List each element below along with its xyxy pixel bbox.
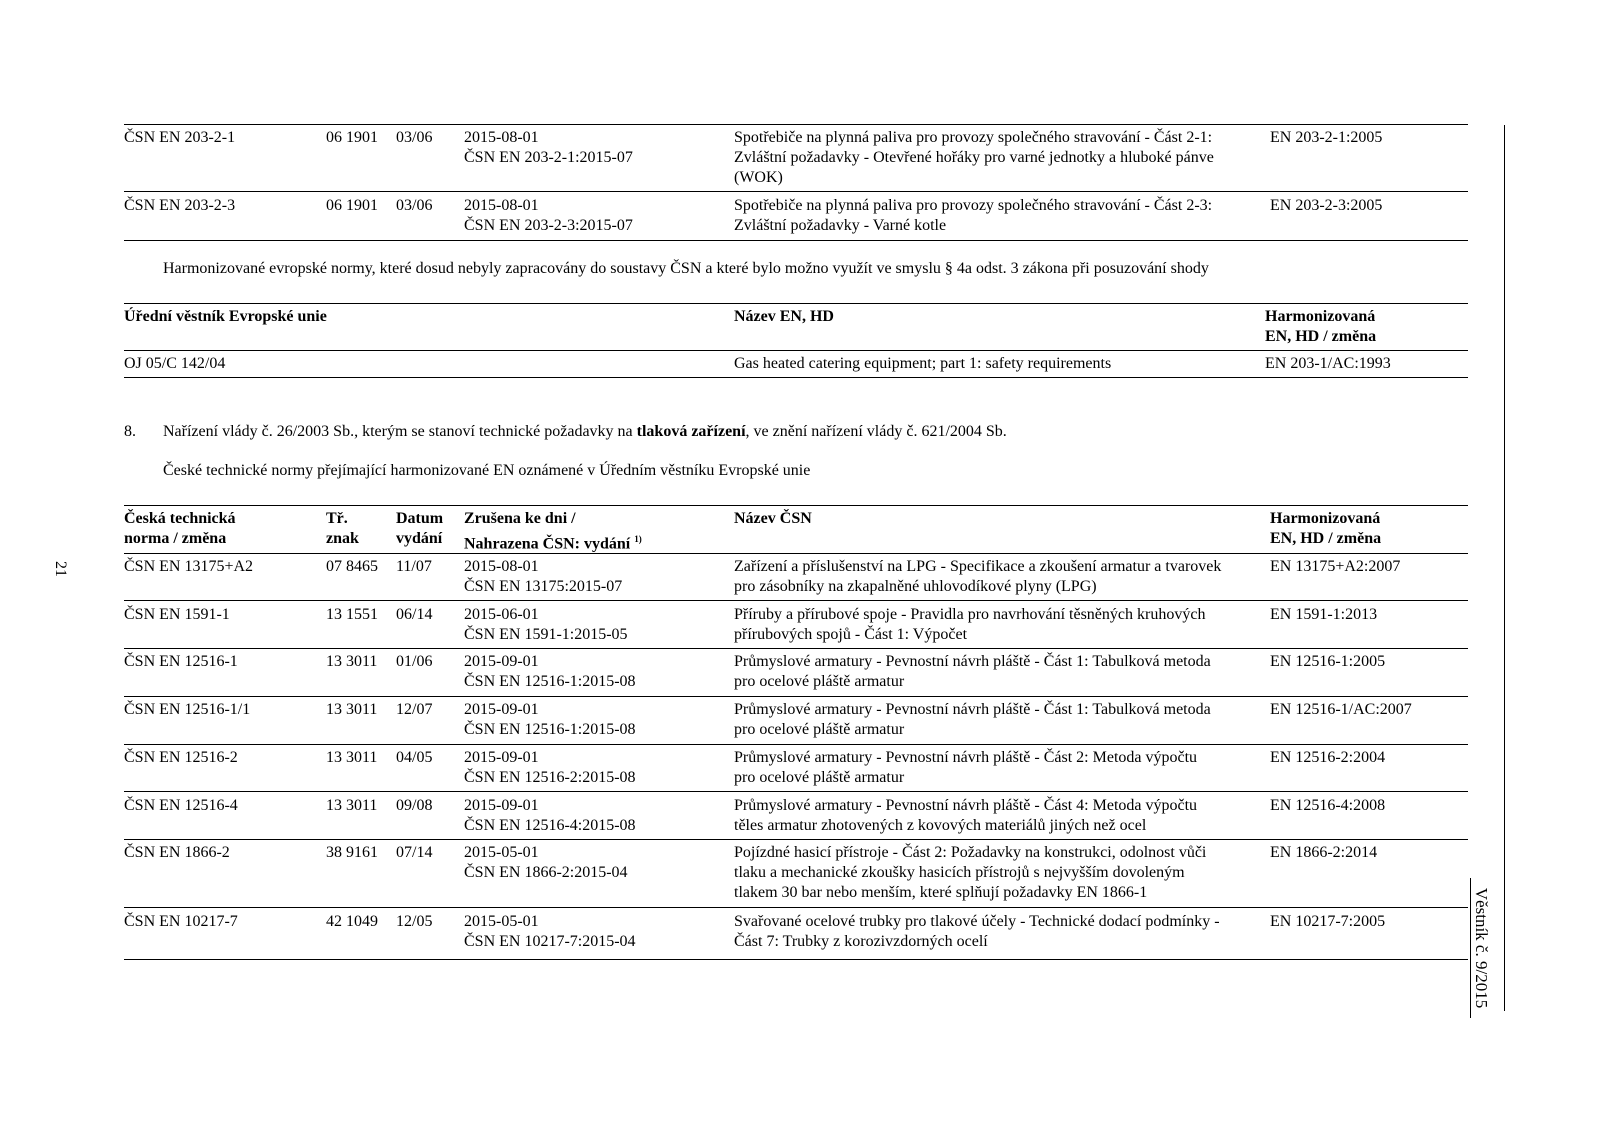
zrusena-date: 2015-08-01 — [464, 197, 539, 214]
zrusena-cell — [464, 605, 628, 645]
nazev-line: Spotřebiče na plynná paliva pro provozy společného stravování - Část 2-1: — [734, 129, 1213, 146]
page-number: 21 — [52, 561, 69, 577]
section-text-bold: tlaková zařízení — [636, 423, 746, 440]
zrusena-line: ČSN EN 12516-1:2015-08 — [464, 673, 636, 690]
nazev-line: Spotřebiče na plynná paliva pro provozy společného stravování - Část 2-3: — [734, 197, 1213, 214]
zrusena-cell — [464, 128, 633, 168]
zrusena-cell — [464, 196, 633, 236]
norma-cell: ČSN EN 13175+A2 — [124, 558, 254, 575]
norma-cell: ČSN EN 12516-1 — [124, 653, 238, 670]
header-harmonizovana — [1265, 307, 1376, 347]
header-harmonizovana — [1270, 509, 1381, 549]
zrusena-line: 2015-06-01 — [464, 606, 539, 623]
harmonizovana-cell: EN 12516-1:2005 — [1270, 653, 1386, 670]
header-nazev: Název ČSN — [734, 510, 812, 527]
harmonizovana-cell: EN 13175+A2:2007 — [1270, 558, 1401, 575]
zrusena-line: ČSN EN 1866-2:2015-04 — [464, 864, 628, 881]
nazev-line: Zvláštní požadavky - Varné kotle — [734, 217, 947, 234]
header-vydani — [396, 509, 443, 549]
norma-cell: ČSN EN 203-2-1 — [124, 129, 236, 146]
rule — [124, 505, 1468, 506]
nazev-line: pro zásobníky na zkapalněné uhlovodíkové plyny (LPG) — [734, 578, 1097, 595]
header-norma — [124, 509, 236, 549]
zrusena-line: 2015-05-01 — [464, 913, 539, 930]
rule — [124, 696, 1468, 697]
rule — [124, 600, 1468, 601]
vydani-cell: 11/07 — [396, 558, 432, 575]
zrusena-line: ČSN EN 12516-1:2015-08 — [464, 721, 636, 738]
nazev-line: pro ocelové pláště armatur — [734, 673, 905, 690]
nazev-line: Průmyslové armatury - Pevnostní návrh pláště - Část 1: Tabulková metoda — [734, 653, 1211, 670]
nazev-line: Zvláštní požadavky - Otevřené hořáky pro varné jednotky a hluboké pánve — [734, 149, 1214, 166]
footnote-marker: 1) — [634, 534, 642, 544]
harmonizovana-cell: EN 12516-2:2004 — [1270, 749, 1386, 766]
nazev-cell — [734, 557, 1221, 597]
zrusena-cell — [464, 796, 636, 836]
section-text: , ve znění nařízení vlády č. 621/2004 Sb. — [745, 423, 1007, 440]
zrusena-date: 2015-08-01 — [464, 129, 539, 146]
header-line: Tř. — [326, 510, 348, 527]
harmonized-intro: Harmonizované evropské normy, které dosud nebyly zapracovány do soustavy ČSN a které bylo možno využít ve smyslu § 4a odst. 3 zákona při posuzování shody — [163, 260, 1209, 277]
znak-cell: 07 8465 — [326, 558, 378, 575]
nazev-line: Zařízení a příslušenství na LPG - Specifikace a zkoušení armatur a tvarovek — [734, 558, 1222, 575]
rule — [124, 907, 1468, 908]
nazev-line: přírubových spojů - Část 1: Výpočet — [734, 626, 968, 643]
zrusena-cell — [464, 843, 628, 883]
nazev-cell: Gas heated catering equipment; part 1: safety requirements — [734, 355, 1112, 372]
znak-cell: 42 1049 — [326, 913, 378, 930]
rule — [124, 240, 1468, 241]
norma-cell: ČSN EN 10217-7 — [124, 913, 238, 930]
vydani-cell: 03/06 — [396, 129, 433, 146]
zrusena-cell — [464, 700, 636, 740]
zrusena-line: ČSN EN 1591-1:2015-05 — [464, 626, 628, 643]
rule — [124, 959, 1468, 960]
rule — [124, 377, 1468, 378]
header-znak — [326, 509, 359, 549]
section-subtitle: České technické normy přejímající harmonizované EN oznámené v Úředním věstníku Evropské unie — [163, 462, 811, 479]
norma-cell: ČSN EN 1591-1 — [124, 606, 230, 623]
header-line: vydání — [396, 530, 443, 547]
rule — [124, 303, 1468, 304]
vestnik-cell: OJ 05/C 142/04 — [124, 355, 226, 372]
norma-cell: ČSN EN 12516-2 — [124, 749, 238, 766]
zrusena-line: 2015-08-01 — [464, 558, 539, 575]
rule — [124, 124, 1468, 125]
header-line: znak — [326, 530, 359, 547]
zrusena-line: 2015-09-01 — [464, 701, 539, 718]
header-line: norma / změna — [124, 530, 227, 547]
zrusena-line: ČSN EN 13175:2015-07 — [464, 578, 623, 595]
side-rule — [1504, 125, 1505, 1011]
nazev-cell — [734, 605, 1205, 645]
header-line: Datum — [396, 510, 444, 527]
zrusena-cell — [464, 652, 636, 692]
harmonizovana-cell: EN 203-2-1:2005 — [1270, 129, 1383, 146]
zrusena-line: ČSN EN 10217-7:2015-04 — [464, 933, 636, 950]
znak-cell: 13 3011 — [326, 797, 378, 814]
header-line: Harmonizovaná — [1265, 308, 1376, 325]
norma-cell: ČSN EN 12516-4 — [124, 797, 238, 814]
znak-cell: 06 1901 — [326, 129, 378, 146]
znak-cell: 06 1901 — [326, 197, 378, 214]
harmonizovana-cell: EN 203-2-3:2005 — [1270, 197, 1383, 214]
rule — [124, 350, 1468, 351]
nazev-line: těles armatur zhotovených z kovových materiálů jiných než ocel — [734, 817, 1147, 834]
zrusena-cell — [464, 912, 636, 952]
nazev-cell — [734, 748, 1197, 788]
norma-cell: ČSN EN 1866-2 — [124, 844, 230, 861]
header-line: EN, HD / změna — [1270, 530, 1382, 547]
harmonizovana-cell: EN 1591-1:2013 — [1270, 606, 1378, 623]
vydani-cell: 04/05 — [396, 749, 433, 766]
nazev-line: (WOK) — [734, 169, 783, 186]
nazev-line: Průmyslové armatury - Pevnostní návrh pláště - Část 4: Metoda výpočtu — [734, 797, 1198, 814]
zrusena-line: 2015-09-01 — [464, 653, 539, 670]
nazev-cell — [734, 700, 1211, 740]
nazev-cell — [734, 128, 1214, 188]
rule — [124, 191, 1468, 192]
vydani-cell: 12/07 — [396, 701, 433, 718]
nazev-cell — [734, 796, 1197, 836]
rule — [124, 744, 1468, 745]
vydani-cell: 03/06 — [396, 197, 433, 214]
znak-cell: 13 3011 — [326, 701, 378, 718]
zrusena-line: 2015-09-01 — [464, 749, 539, 766]
zrusena-line: ČSN EN 12516-4:2015-08 — [464, 817, 636, 834]
zrusena-replacement: ČSN EN 203-2-3:2015-07 — [464, 217, 633, 234]
znak-cell: 13 3011 — [326, 653, 378, 670]
rule — [124, 839, 1468, 840]
harmonizovana-cell: EN 10217-7:2005 — [1270, 913, 1386, 930]
header-line: Česká technická — [124, 510, 236, 527]
zrusena-line: 2015-09-01 — [464, 797, 539, 814]
rule — [124, 553, 1468, 554]
vydani-cell: 06/14 — [396, 606, 433, 623]
section-text: Nařízení vlády č. 26/2003 Sb., kterým se stanoví technické požadavky na — [163, 423, 637, 440]
zrusena-replacement: ČSN EN 203-2-1:2015-07 — [464, 149, 633, 166]
header-line: Zrušena ke dni / — [464, 510, 576, 527]
vydani-cell: 01/06 — [396, 653, 433, 670]
nazev-line: Průmyslové armatury - Pevnostní návrh pláště - Část 1: Tabulková metoda — [734, 701, 1211, 718]
nazev-cell — [734, 652, 1211, 692]
norma-cell: ČSN EN 203-2-3 — [124, 197, 236, 214]
header-line: Nahrazena ČSN: vydání — [464, 535, 631, 553]
harmonizovana-cell: EN 1866-2:2014 — [1270, 844, 1378, 861]
header-line: EN, HD / změna — [1265, 328, 1377, 345]
vydani-cell: 09/08 — [396, 797, 433, 814]
zrusena-line: 2015-05-01 — [464, 844, 539, 861]
vydani-cell: 07/14 — [396, 844, 433, 861]
nazev-cell — [734, 843, 1206, 903]
znak-cell: 13 3011 — [326, 749, 378, 766]
znak-cell: 38 9161 — [326, 844, 378, 861]
nazev-line: pro ocelové pláště armatur — [734, 721, 905, 738]
nazev-line: Průmyslové armatury - Pevnostní návrh pláště - Část 2: Metoda výpočtu — [734, 749, 1198, 766]
nazev-line: tlakem 30 bar nebo menším, které splňují požadavky EN 1866-1 — [734, 884, 1148, 901]
nazev-line: Část 7: Trubky z korozivzdorných ocelí — [734, 933, 988, 950]
harmonizovana-cell: EN 12516-1/AC:2007 — [1270, 701, 1412, 718]
rule — [124, 648, 1468, 649]
harmonizovana-cell: EN 203-1/AC:1993 — [1265, 355, 1391, 372]
journal-title: Věstník č. 9/2015 — [1470, 878, 1491, 1018]
nazev-line: Příruby a přírubové spoje - Pravidla pro navrhování těsněných kruhových — [734, 606, 1206, 623]
header-vestnik: Úřední věstník Evropské unie — [124, 308, 327, 325]
norma-cell: ČSN EN 12516-1/1 — [124, 701, 251, 718]
harmonizovana-cell: EN 12516-4:2008 — [1270, 797, 1386, 814]
nazev-cell — [734, 912, 1220, 952]
header-line: Harmonizovaná — [1270, 510, 1381, 527]
vydani-cell: 12/05 — [396, 913, 433, 930]
rule — [124, 791, 1468, 792]
nazev-cell — [734, 196, 1212, 236]
header-nazev: Název EN, HD — [734, 308, 834, 325]
header-zrusena — [464, 509, 642, 554]
zrusena-cell — [464, 557, 622, 597]
nazev-line: tlaku a mechanické zkoušky hasicích přístrojů s nejvyšším dovoleným — [734, 864, 1185, 881]
zrusena-cell — [464, 748, 636, 788]
nazev-line: pro ocelové pláště armatur — [734, 769, 905, 786]
section-number: 8. — [124, 423, 136, 440]
zrusena-line: ČSN EN 12516-2:2015-08 — [464, 769, 636, 786]
section-heading — [163, 422, 1007, 442]
nazev-line: Pojízdné hasicí přístroje - Část 2: Požadavky na konstrukci, odolnost vůči — [734, 844, 1207, 861]
nazev-line: Svařované ocelové trubky pro tlakové účely - Technické dodací podmínky - — [734, 913, 1220, 930]
znak-cell: 13 1551 — [326, 606, 378, 623]
